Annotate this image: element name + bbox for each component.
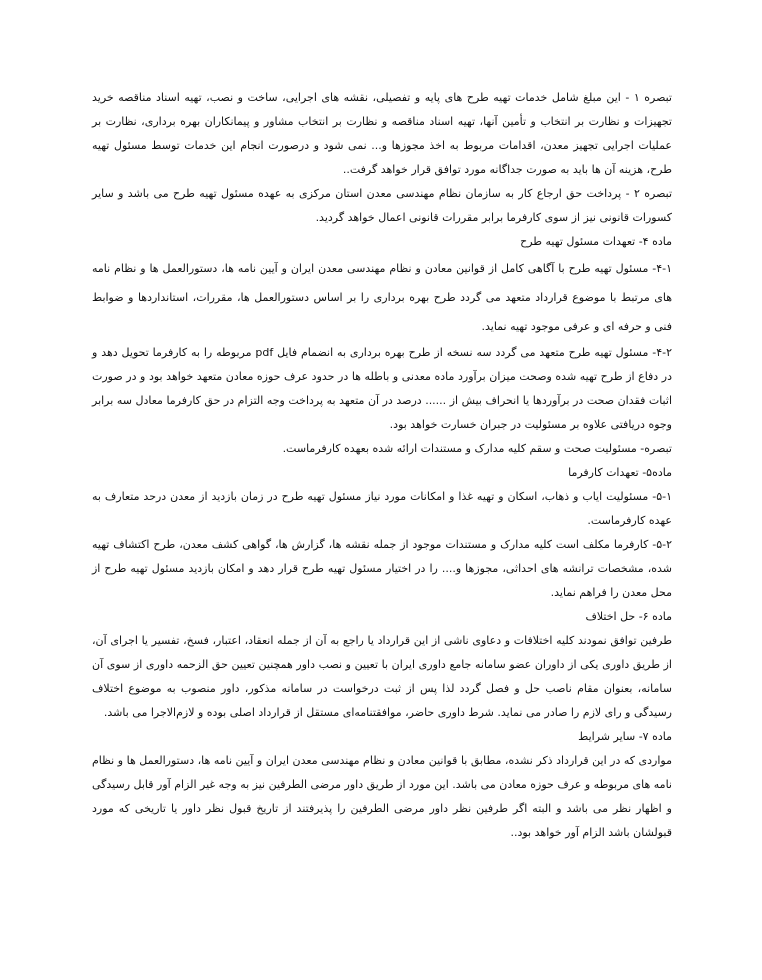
clause-5-2-paragraph: ۵-۲- کارفرما مکلف است کلیه مدارک و مستندات موجود از جمله نقشه ها، گزارش ها، گواهی کشف معدن، طرح اکتشاف تهیه شده، مشخصات ترانشه های احداثی، مجوزها و.... را در اختیار مسئول تهیه طرح قرار دهد و امکان بازدید مسئول تهیه طرح از محل معدن را فراهم نماید. (92, 538, 672, 599)
clause-4-2-paragraph: ۴-۲- مسئول تهیه طرح متعهد می گردد سه نسخه از طرح بهره برداری به انضمام فایل pdf مربوطه را به کارفرما تحویل دهد و در دفاع از طرح تهیه شده وصحت میزان برآورد ماده معدنی و باطله ها در حدود عرف حوزه معادن متعهد خواهد بود و در صورت اثبات فقدان صحت در برآوردها یا انحراف بیش از ...... درصد در آن متعهد به پرداخت وجه التزام در حق کارفرما معادل سه برابر وجوه دریافتی علاوه بر مسئولیت در جبران خسارت خواهد بود. (92, 346, 673, 431)
contract-page (92, 86, 672, 845)
article-4-note: تبصره- مسئولیت صحت و سقم کلیه مدارک و مستندات ارائه شده بعهده کارفرماست. (282, 442, 672, 455)
note-1-paragraph: تبصره ۱ - این مبلغ شامل خدمات تهیه طرح های پایه و تفصیلی، نقشه های اجرایی، ساخت و نصب، تهیه اسناد مناقصه خرید تجهیزات و نظارت بر انتخاب و تأمین آنها، تهیه اسناد مناقصه و نظارت بر انتخاب مشاور و پیمانکاران بهره برداری، نظارت بر عملیات اجرایی تجهیز معدن، اقدامات مربوط به اخذ مجوزها و... نمی شود و درصورت انجام این خدمات توسط مسئول تهیه طرح، هزینه آن ها باید به صورت جداگانه مورد توافق قرار خواهد گرفت.. (92, 91, 672, 176)
clause-4-1-paragraph: ۴-۱- مسئول تهیه طرح با آگاهی کامل از قوانین معادن و نظام مهندسی معدن ایران و آیین نامه ها، دستورالعمل ها و نظام نامه های مرتبط با موضوع قرارداد متعهد می گردد طرح بهره برداری را بر اساس دستورالعمل ها، مقررات، استانداردها و ضوابط فنی و حرفه ای و عرفی موجود تهیه نماید. (92, 262, 672, 333)
dispute-resolution-paragraph: طرفین توافق نمودند کلیه اختلافات و دعاوی ناشی از این قرارداد یا راجع به آن از جمله انعقاد، اعتبار، فسخ، تفسیر یا اجرای آن، از طریق داوری یکی از داوران عضو سامانه جامع داوری ایران با تعیین و نصب داور همچنین تعیین حق الزحمه داوری از سوی آن سامانه، بعنوان مقام ناصب حل و فصل گردد لذا پس از ثبت درخواست در سامانه مذکور، داور منصوب به موضوع اختلاف رسیدگی و رای لازم را صادر می نماید. شرط داوری حاضر، موافقتنامه‌ای مستقل از قرارداد اصلی بوده و لازم‌الاجرا می باشد. (92, 634, 672, 719)
clause-5-1-paragraph: ۵-۱- مسئولیت ایاب و ذهاب، اسکان و تهیه غذا و امکانات مورد نیاز مسئول تهیه طرح در زمان بازدید از معدن درحد متعارف به عهده کارفرماست. (92, 490, 672, 527)
article-4-heading: ماده ۴- تعهدات مسئول تهیه طرح (520, 235, 672, 248)
article-5-heading: ماده۵- تعهدات کارفرما (568, 466, 672, 479)
other-terms-paragraph: مواردی که در این قرارداد ذکر نشده، مطابق با قوانین معادن و نظام مهندسی معدن ایران و آیین نامه ها، دستورالعمل ها و نظام نامه های مربوطه و عرف حوزه معادن می باشد. این مورد از طریق داور مرضی الطرفین نیز به وجه غیر الزام آور قابل رسیدگی و اظهار نظر می باشد و البته اگر طرفین نظر داور مرضی الطرفین را پذیرفتند از تاریخ قبول نظر داور یا تاریخی که مورد قبولشان باشد الزام آور خواهد بود.. (92, 754, 672, 839)
article-7-heading: ماده ۷- سایر شرایط (578, 730, 672, 743)
note-2-paragraph: تبصره ۲ - پرداخت حق ارجاع کار به سازمان نظام مهندسی معدن استان مرکزی به عهده مسئول تهیه طرح می باشد و سایر کسورات قانونی نیز از سوی کارفرما برابر مقررات قانونی اعمال خواهد گردید. (92, 187, 673, 224)
article-6-heading: ماده ۶- حل اختلاف (585, 610, 672, 623)
